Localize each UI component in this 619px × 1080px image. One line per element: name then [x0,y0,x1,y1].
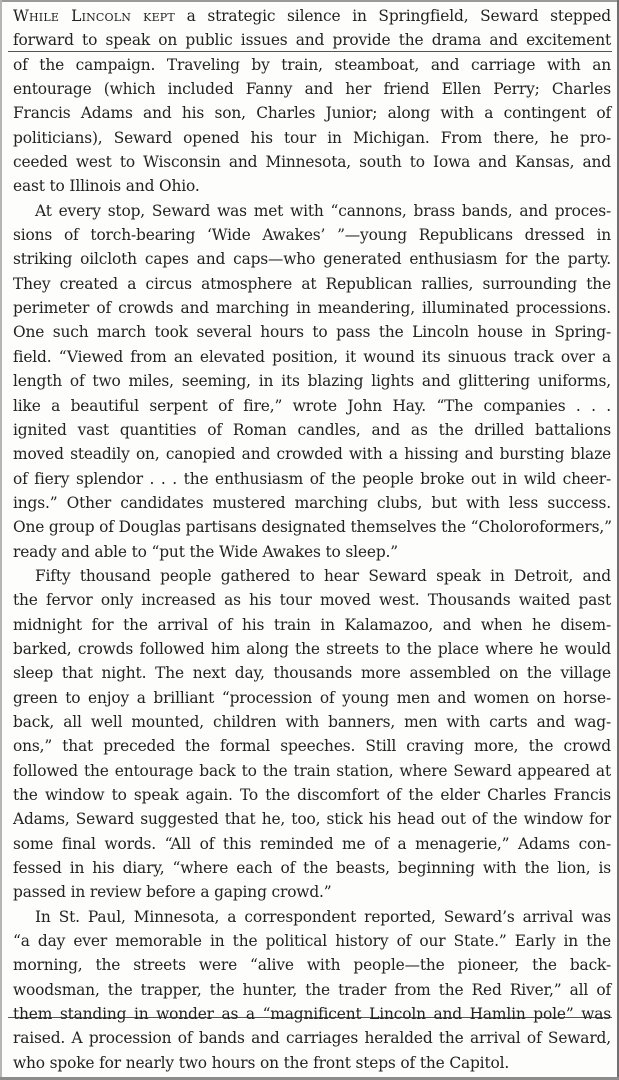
text-line: politicians), Seward opened his tour in Michigan. From there, he pro- [13,128,611,147]
text-line: sions of torch-bearing ‘Wide Awakes’ ”—young Republicans dressed in [13,226,611,245]
text-line: moved steadily on, canopied and crowded with a hissing and bursting blaze [13,445,611,464]
text-line: some final words. “All of this reminded me of a menagerie,” Adams con- [13,834,611,853]
text-line: One such march took several hours to pass the Lincoln house in Spring- [13,323,611,342]
text-line: ready and able to “put the Wide Awakes to sleep.” [13,542,398,561]
text-line: back, all well mounted, children with banners, men with carts and wag- [13,712,611,731]
text-line: barked, crowds followed him along the streets to the place where he would [13,639,611,658]
text-line: them standing in wonder as a “magnificent Lincoln and Hamlin pole” was [13,1005,611,1024]
text-line: perimeter of crowds and marching in meandering, illuminated processions. [13,299,611,318]
text-line: At every stop, Seward was met with “cannons, brass bands, and proces- [35,201,611,220]
text-line: While Lincoln kept a strategic silence in Springfield, Seward stepped [13,7,611,25]
text-line: like a beautiful serpent of fire,” wrote John Hay. “The companies . . . [13,396,611,415]
text-line: passed in review before a gaping crowd.” [13,883,332,902]
text-line: Fifty thousand people gathered to hear Seward speak in Detroit, and [35,566,611,585]
text-line: ings.” Other candidates mustered marching clubs, but with less success. [13,493,611,512]
text-line: forward to speak on public issues and provide the drama and excitement [13,31,611,50]
text-line: of the campaign. Traveling by train, steamboat, and carriage with an [13,55,611,74]
text-line: who spoke for nearly two hours on the front steps of the Capitol. [13,1053,510,1072]
text-line: woodsman, the trapper, the hunter, the trader from the Red River,” all of [13,980,611,999]
text-line: Francis Adams and his son, Charles Junior; along with a contingent of [13,104,611,123]
text-line: length of two miles, seeming, in its blazing lights and glittering uniforms, [13,372,611,391]
text-line: entourage (which included Fanny and her friend Ellen Perry; Charles [13,80,611,99]
text-line: morning, the streets were “alive with people—the pioneer, the back- [13,956,611,975]
text-line: midnight for the arrival of his train in Kalamazoo, and when he disem- [13,615,611,634]
text-line: the fervor only increased as his tour moved west. Thousands waited past [13,591,611,610]
text-line: One group of Douglas partisans designated themselves the “Choloroformers,” [13,518,612,537]
text-line: green to enjoy a brilliant “procession of young men and women on horse- [13,688,611,707]
text-line: of fiery splendor . . . the enthusiasm of the people broke out in wild cheer- [13,469,611,488]
opening-smallcaps: While Lincoln kept [13,7,175,25]
body-text [13,4,611,1075]
text-line: In St. Paul, Minnesota, a correspondent reported, Seward’s arrival was [35,907,611,926]
text-line: ceeded west to Wisconsin and Minnesota, south to Iowa and Kansas, and [13,153,611,172]
text-line: sleep that night. The next day, thousands more assembled on the village [13,664,611,683]
text-line: “a day ever memorable in the political history of our State.” Early in the [13,932,611,951]
left-edge [0,0,2,1080]
text-line: ons,” that preceded the formal speeches. Still craving more, the crowd [13,737,611,756]
text-line: the window to speak again. To the discomfort of the elder Charles Francis [13,786,611,804]
text-line: Adams, Seward suggested that he, too, stick his head out of the window for [13,810,611,829]
text-line: fessed in his diary, “where each of the beasts, beginning with the lion, is [13,859,611,878]
text-line: east to Illinois and Ohio. [13,177,200,196]
text-line: followed the entourage back to the train station, where Seward appeared at [13,761,611,780]
text-line: raised. A procession of bands and carriages heralded the arrival of Seward, [13,1029,611,1048]
text-line: ignited vast quantities of Roman candles, and as the drilled battalions [13,420,611,439]
text-line: field. “Viewed from an elevated position, it wound its sinuous track over a [13,347,611,366]
text-line: They created a circus atmosphere at Republican rallies, surrounding the [13,274,611,293]
top-edge [0,0,619,2]
text-line: striking oilcloth capes and caps—who generated enthusiasm for the party. [13,250,611,269]
